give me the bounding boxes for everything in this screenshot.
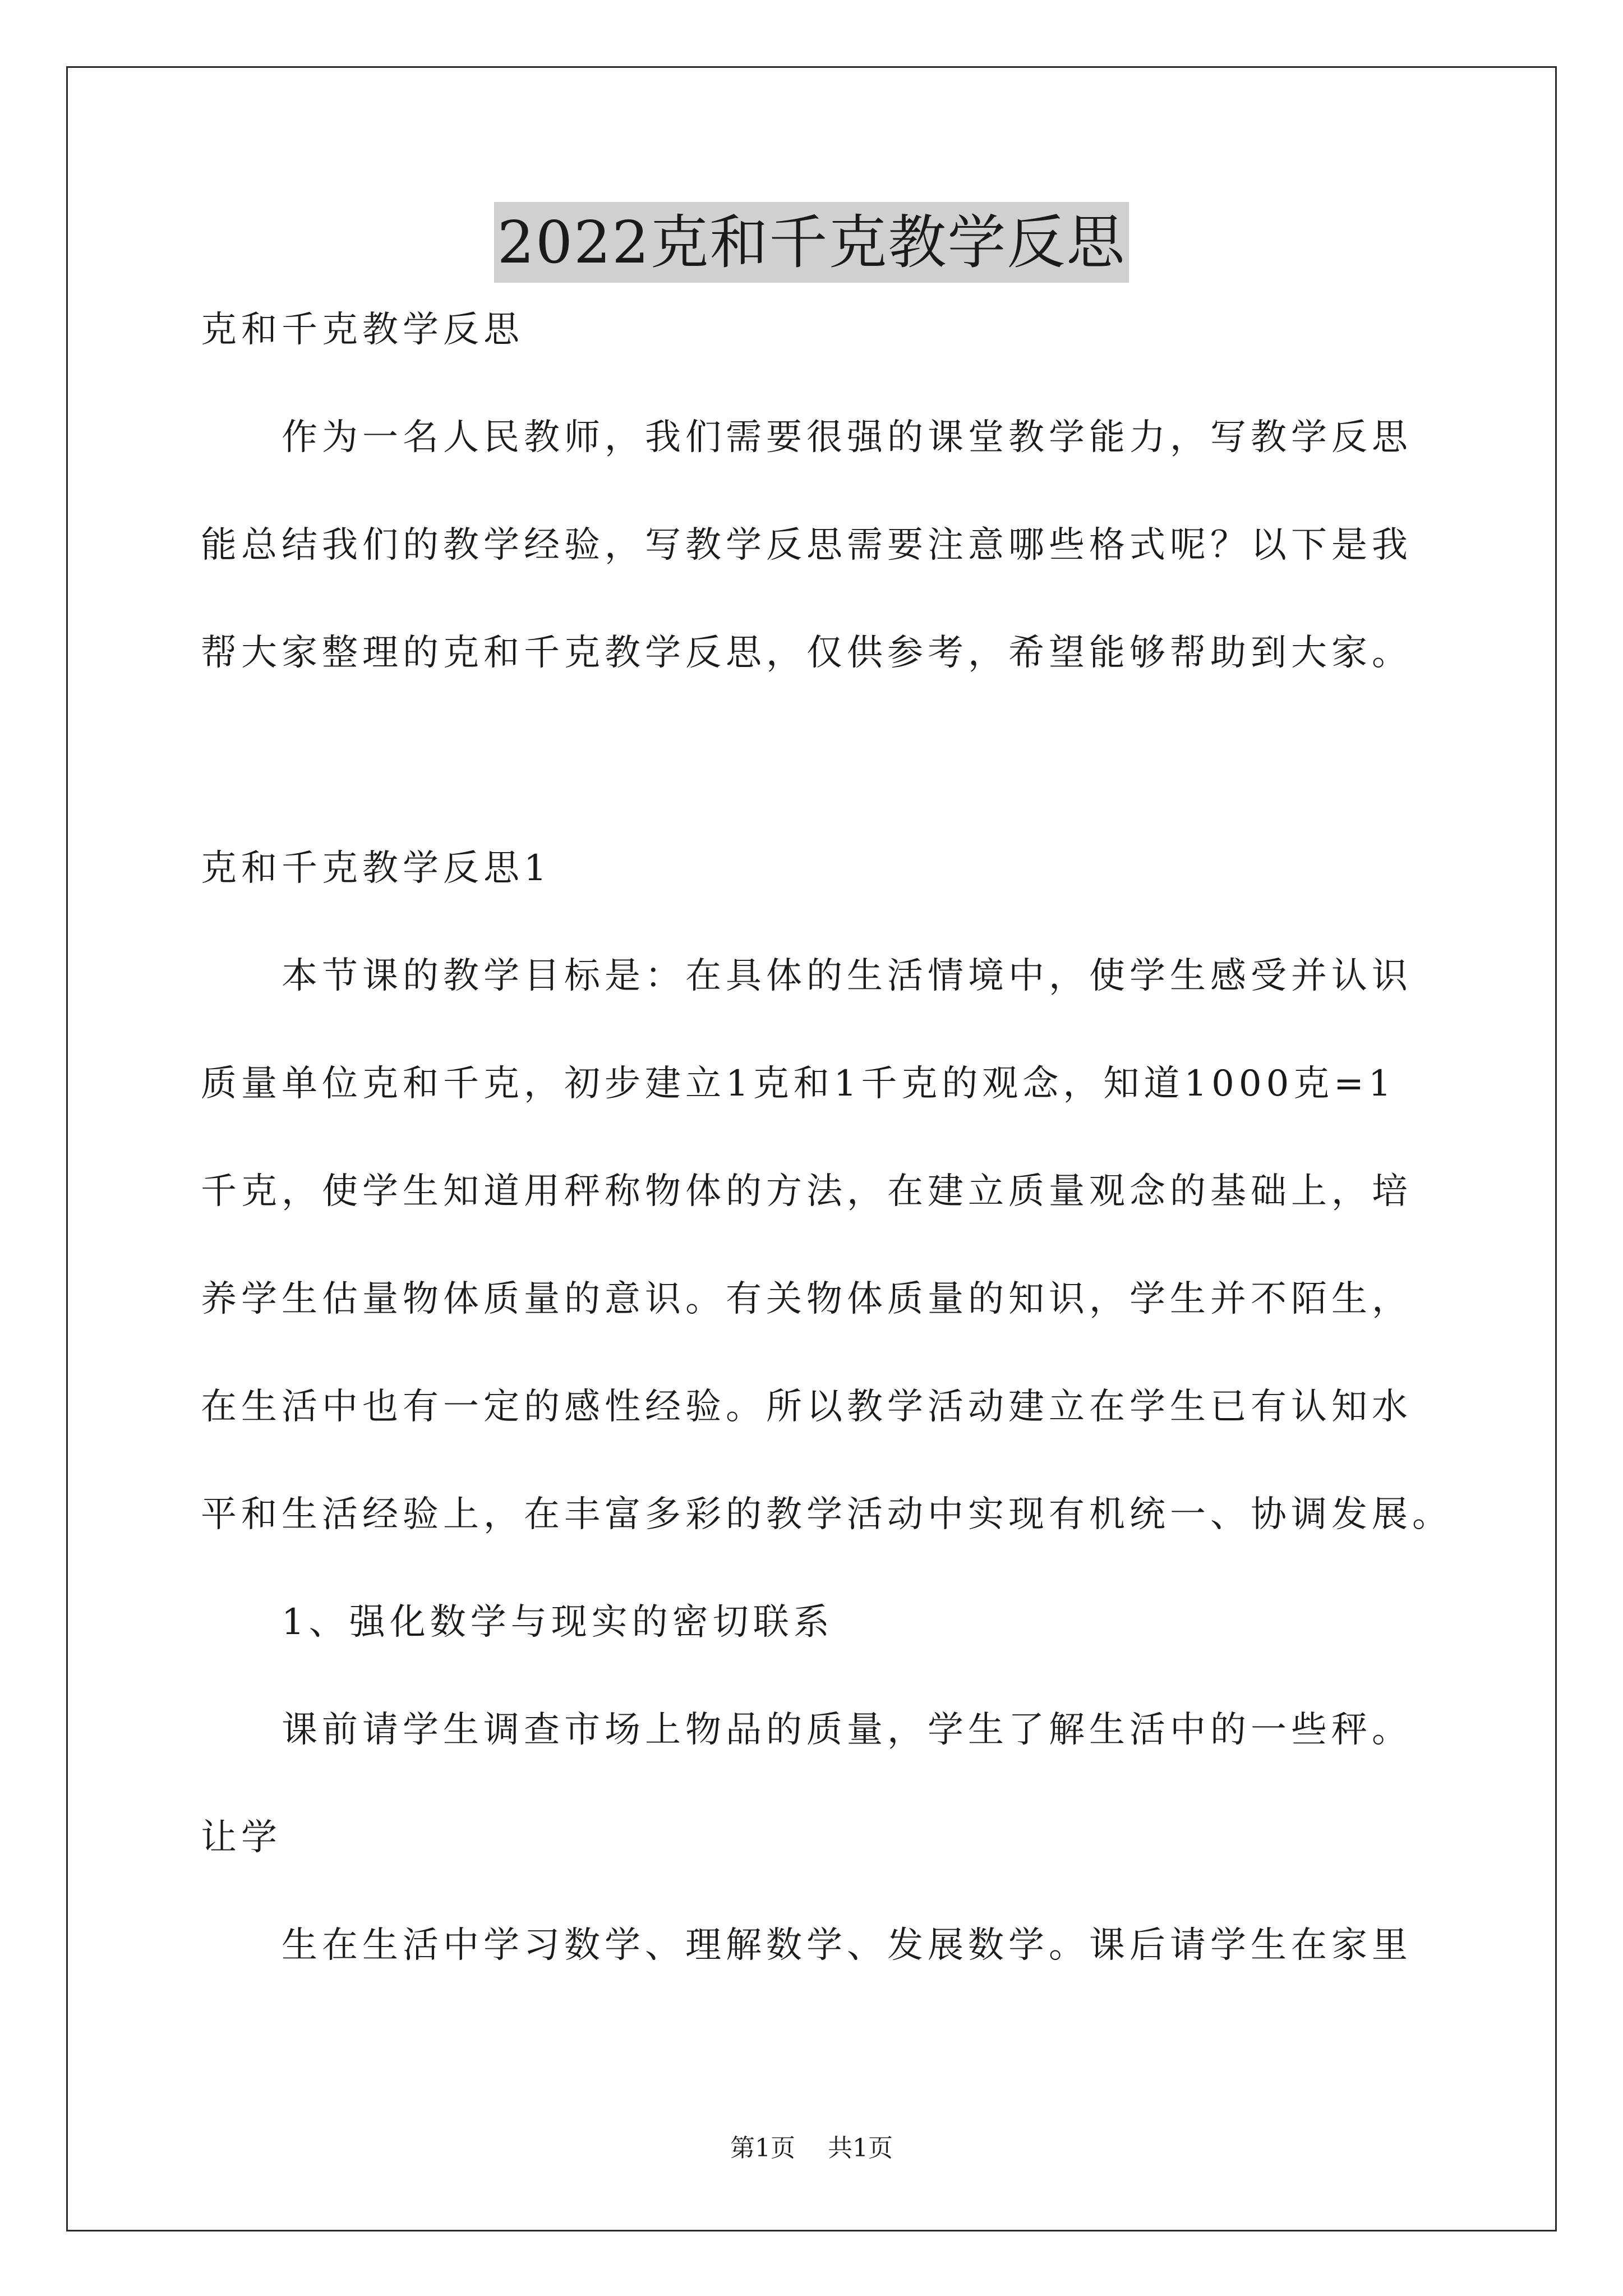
paragraph-line: 养学生估量物体质量的意识。有关物体质量的知识，学生并不陌生， [201,1278,1412,1320]
paragraph-line: 课前请学生调查市场上物品的质量，学生了解生活中的一些秤。 [282,1709,1412,1751]
paragraph-line: 在生活中也有一定的感性经验。所以教学活动建立在学生已有认知水 [201,1386,1412,1428]
document-title: 2022克和千克教学反思 [494,202,1129,283]
section-heading: 克和千克教学反思 [201,309,524,351]
subheading-line: 1、强化数学与现实的密切联系 [282,1602,834,1643]
title-container [0,202,1623,283]
paragraph-line: 作为一名人民教师，我们需要很强的课堂教学能力，写教学反思 [282,417,1412,458]
page-footer [0,2132,1623,2165]
paragraph-line: 能总结我们的教学经验，写教学反思需要注意哪些格式呢？以下是我 [201,524,1412,566]
paragraph-line: 千克，使学生知道用秤称物体的方法，在建立质量观念的基础上，培 [201,1171,1412,1212]
paragraph-line: 本节课的教学目标是：在具体的生活情境中，使学生感受并认识 [282,955,1412,997]
paragraph-line: 平和生活经验上，在丰富多彩的教学活动中实现有机统一、协调发展。 [201,1494,1453,1535]
paragraph-line: 帮大家整理的克和千克教学反思，仅供参考，希望能够帮助到大家。 [201,632,1412,674]
section-heading: 克和千克教学反思1 [201,848,551,889]
page-number: 第1页 [730,2134,795,2162]
paragraph-line: 让学 [201,1817,282,1858]
document-body [201,303,1468,2026]
page-total: 共1页 [828,2134,893,2162]
paragraph-line: 生在生活中学习数学、理解数学、发展数学。课后请学生在家里 [282,1925,1412,1966]
paragraph-line: 质量单位克和千克，初步建立1克和1千克的观念，知道1000克=1 [201,1063,1396,1105]
